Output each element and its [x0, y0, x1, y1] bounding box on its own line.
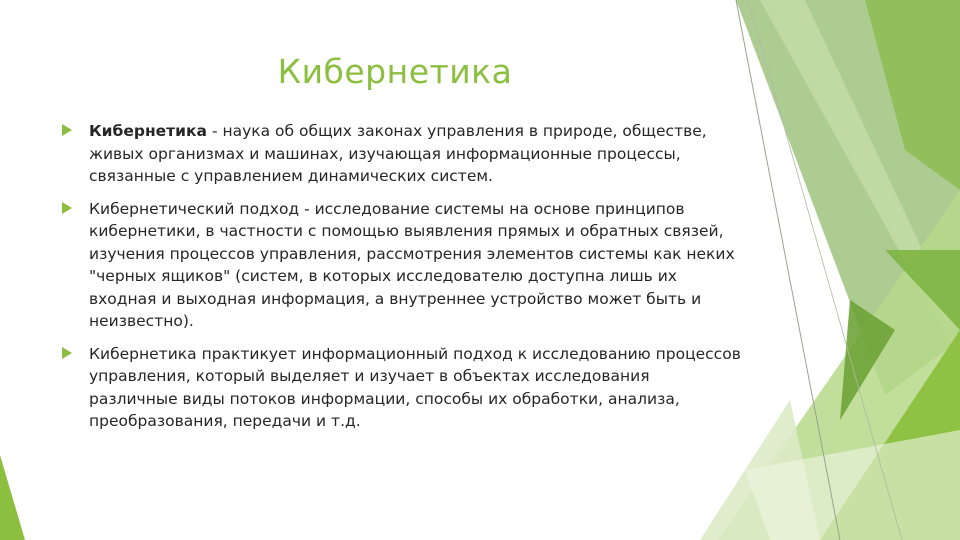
bullet-text	[89, 198, 742, 333]
bullet-body: Кибернетический подход - исследование системы на основе принципов кибернетики, в частности с помощью выявления прямых и обратных связей, изучения процессов управления, рассмотрения элементов системы как неких "черных ящиков" (систем, в которых исследователю доступна лишь их входная и выходная информация, а внутреннее устройство может быть и неизвестно).	[89, 199, 735, 330]
slide-title: Кибернетика	[277, 52, 513, 91]
bullet-text	[89, 343, 742, 433]
bullet-body: - наука об общих законах управления в природе, обществе, живых организмах и машинах, изучающая информационные процессы, связанные с управлением динамических систем.	[89, 122, 707, 185]
bullet-item	[62, 343, 742, 433]
triangle-right-icon	[62, 202, 72, 214]
bullet-item	[62, 120, 742, 188]
bullet-body: Кибернетика практикует информационный подход к исследованию процессов управления, который выделяет и изучает в объектах исследования различные виды потоков информации, способы их обработки, анализа, преобразования, передачи и т.д.	[89, 344, 741, 430]
triangle-right-icon	[62, 124, 72, 136]
triangle-right-icon	[62, 347, 72, 359]
bullet-item	[62, 198, 742, 333]
left-corner-shape	[0, 455, 25, 540]
bullet-list	[62, 120, 742, 443]
bullet-term: Кибернетика	[89, 122, 208, 140]
bullet-text	[89, 120, 742, 188]
